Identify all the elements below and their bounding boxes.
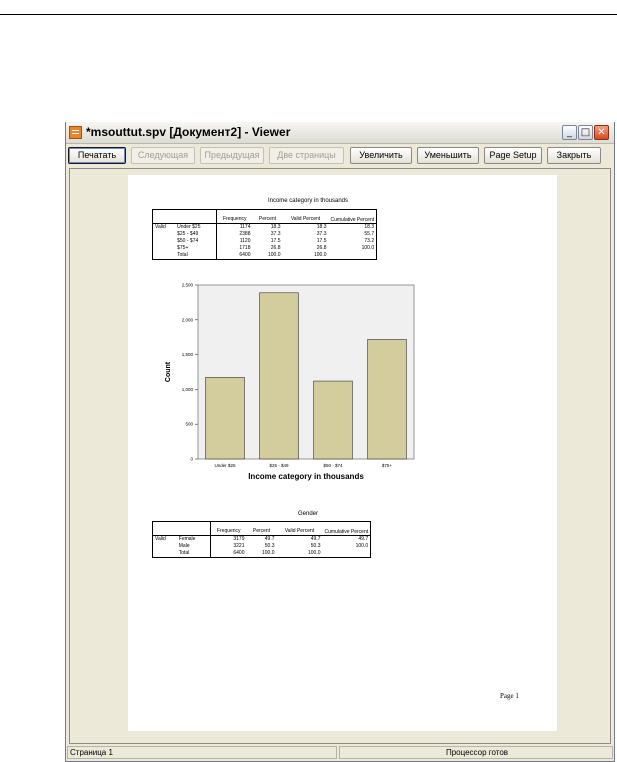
status-bar	[66, 745, 614, 760]
cumulative-cell: 100.0	[355, 543, 369, 549]
valid-percent-cell: 18.3	[316, 224, 327, 230]
y-axis-title: Count	[165, 361, 172, 383]
valid-percent-cell: 17.5	[316, 238, 327, 244]
valid-percent-cell: 100.0	[307, 550, 321, 556]
zoom-in-button[interactable]: Увеличить	[350, 147, 412, 164]
previous-page-button[interactable]: Предыдущая	[200, 147, 264, 164]
frequency-cell: 1174	[239, 224, 251, 230]
row-label: $75+	[175, 245, 216, 252]
y-tick-label: 2,000	[181, 317, 193, 323]
column-header: Frequency	[217, 210, 253, 224]
valid-percent-cell: 100.0	[313, 252, 327, 258]
x-tick-label: $25 - $49	[269, 463, 289, 468]
percent-cell: 26.8	[270, 245, 281, 251]
row-label: $25 - $49	[175, 231, 216, 238]
frequency-cell: 1718	[239, 245, 251, 251]
table-header-row	[153, 522, 371, 536]
window-title: *msouttut.spv [Документ2] - Viewer	[86, 125, 291, 139]
close-preview-button[interactable]: Закрыть	[547, 147, 601, 164]
title-bar[interactable]	[66, 122, 614, 144]
cumulative-cell: 49.7	[358, 536, 369, 542]
cumulative-cell: 18.3	[364, 224, 375, 230]
x-axis-title: Income category in thousands	[248, 472, 364, 481]
row-label: Total	[177, 550, 211, 558]
cumulative-cell	[323, 550, 371, 558]
group-label: Valid	[155, 536, 166, 542]
maximize-button[interactable]: □	[578, 125, 593, 140]
row-label: Female	[177, 536, 211, 544]
page-number-label: Page 1	[500, 692, 519, 700]
y-tick-label: 500	[185, 421, 193, 427]
x-axis	[214, 463, 392, 468]
table-row	[153, 536, 371, 544]
corner-cell	[153, 522, 211, 536]
frequency-cell: 3179	[233, 536, 245, 542]
x-tick-label: $50 - $74	[323, 463, 343, 468]
frequency-cell: 6400	[239, 252, 251, 258]
bar	[206, 377, 245, 459]
row-label: Under $25	[175, 224, 216, 232]
percent-cell: 100.0	[267, 252, 281, 258]
page-setup-button[interactable]: Page Setup	[484, 147, 542, 164]
row-label: Male	[177, 543, 211, 550]
row-label: Total	[175, 252, 216, 260]
row-label: $50 - $74	[175, 238, 216, 245]
percent-cell: 18.3	[270, 224, 281, 230]
gender-frequency-table	[152, 521, 371, 558]
viewer-window	[65, 122, 615, 762]
bar	[368, 339, 407, 459]
percent-cell: 50.3	[264, 543, 275, 549]
y-axis	[182, 283, 198, 462]
preview-toolbar	[66, 145, 614, 167]
column-header: Cumulative Percent	[329, 210, 377, 224]
column-header: Valid Percent	[283, 210, 329, 224]
zoom-out-button[interactable]: Уменьшить	[417, 147, 479, 164]
valid-percent-cell: 37.3	[316, 231, 327, 237]
column-header: Valid Percent	[277, 522, 323, 536]
cumulative-cell: 100.0	[361, 245, 375, 251]
table-row	[153, 550, 371, 558]
bar	[260, 293, 299, 459]
percent-cell: 100.0	[261, 550, 275, 556]
frequency-cell: 6400	[233, 550, 245, 556]
valid-percent-cell: 49.7	[310, 536, 321, 542]
y-tick-label: 1,000	[181, 386, 193, 392]
cumulative-cell: 73.2	[364, 238, 375, 244]
cumulative-cell: 55.7	[364, 231, 375, 237]
print-button[interactable]: Печатать	[68, 147, 126, 164]
next-page-button[interactable]: Следующая	[131, 147, 195, 164]
income-table-title: Income category in thousands	[267, 198, 349, 204]
status-page-indicator: Страница 1	[67, 746, 337, 759]
status-processor-text: Процессор готов	[339, 746, 613, 759]
group-label: Valid	[155, 224, 166, 230]
y-tick-label: 2,500	[181, 282, 193, 288]
y-tick-label: 0	[190, 456, 193, 462]
print-preview-area[interactable]	[69, 168, 611, 744]
spss-viewer-icon	[69, 126, 82, 139]
valid-percent-cell: 26.8	[316, 245, 327, 251]
top-divider	[0, 14, 617, 15]
preview-page	[128, 175, 557, 731]
percent-cell: 49.7	[264, 536, 275, 542]
bar	[314, 381, 353, 459]
percent-cell: 17.5	[270, 238, 281, 244]
valid-percent-cell: 50.3	[310, 543, 321, 549]
gender-table-title: Gender	[297, 511, 318, 517]
percent-cell: 37.3	[270, 231, 281, 237]
close-window-button[interactable]: ✕	[594, 125, 609, 140]
income-bar-chart	[128, 175, 557, 495]
minimize-button[interactable]: _	[562, 125, 577, 140]
column-header: Cumulative Percent	[323, 522, 371, 536]
frequency-cell: 2388	[239, 231, 251, 237]
y-tick-label: 1,500	[181, 352, 193, 358]
column-header: Percent	[247, 522, 277, 536]
x-tick-label: Under $25	[214, 463, 236, 468]
frequency-cell: 3221	[233, 543, 245, 549]
table-row	[153, 543, 371, 550]
column-header: Percent	[253, 210, 283, 224]
frequency-cell: 1120	[239, 238, 251, 244]
x-tick-label: $75+	[381, 463, 393, 468]
column-header: Frequency	[211, 522, 247, 536]
two-pages-button[interactable]: Две страницы	[269, 147, 344, 164]
